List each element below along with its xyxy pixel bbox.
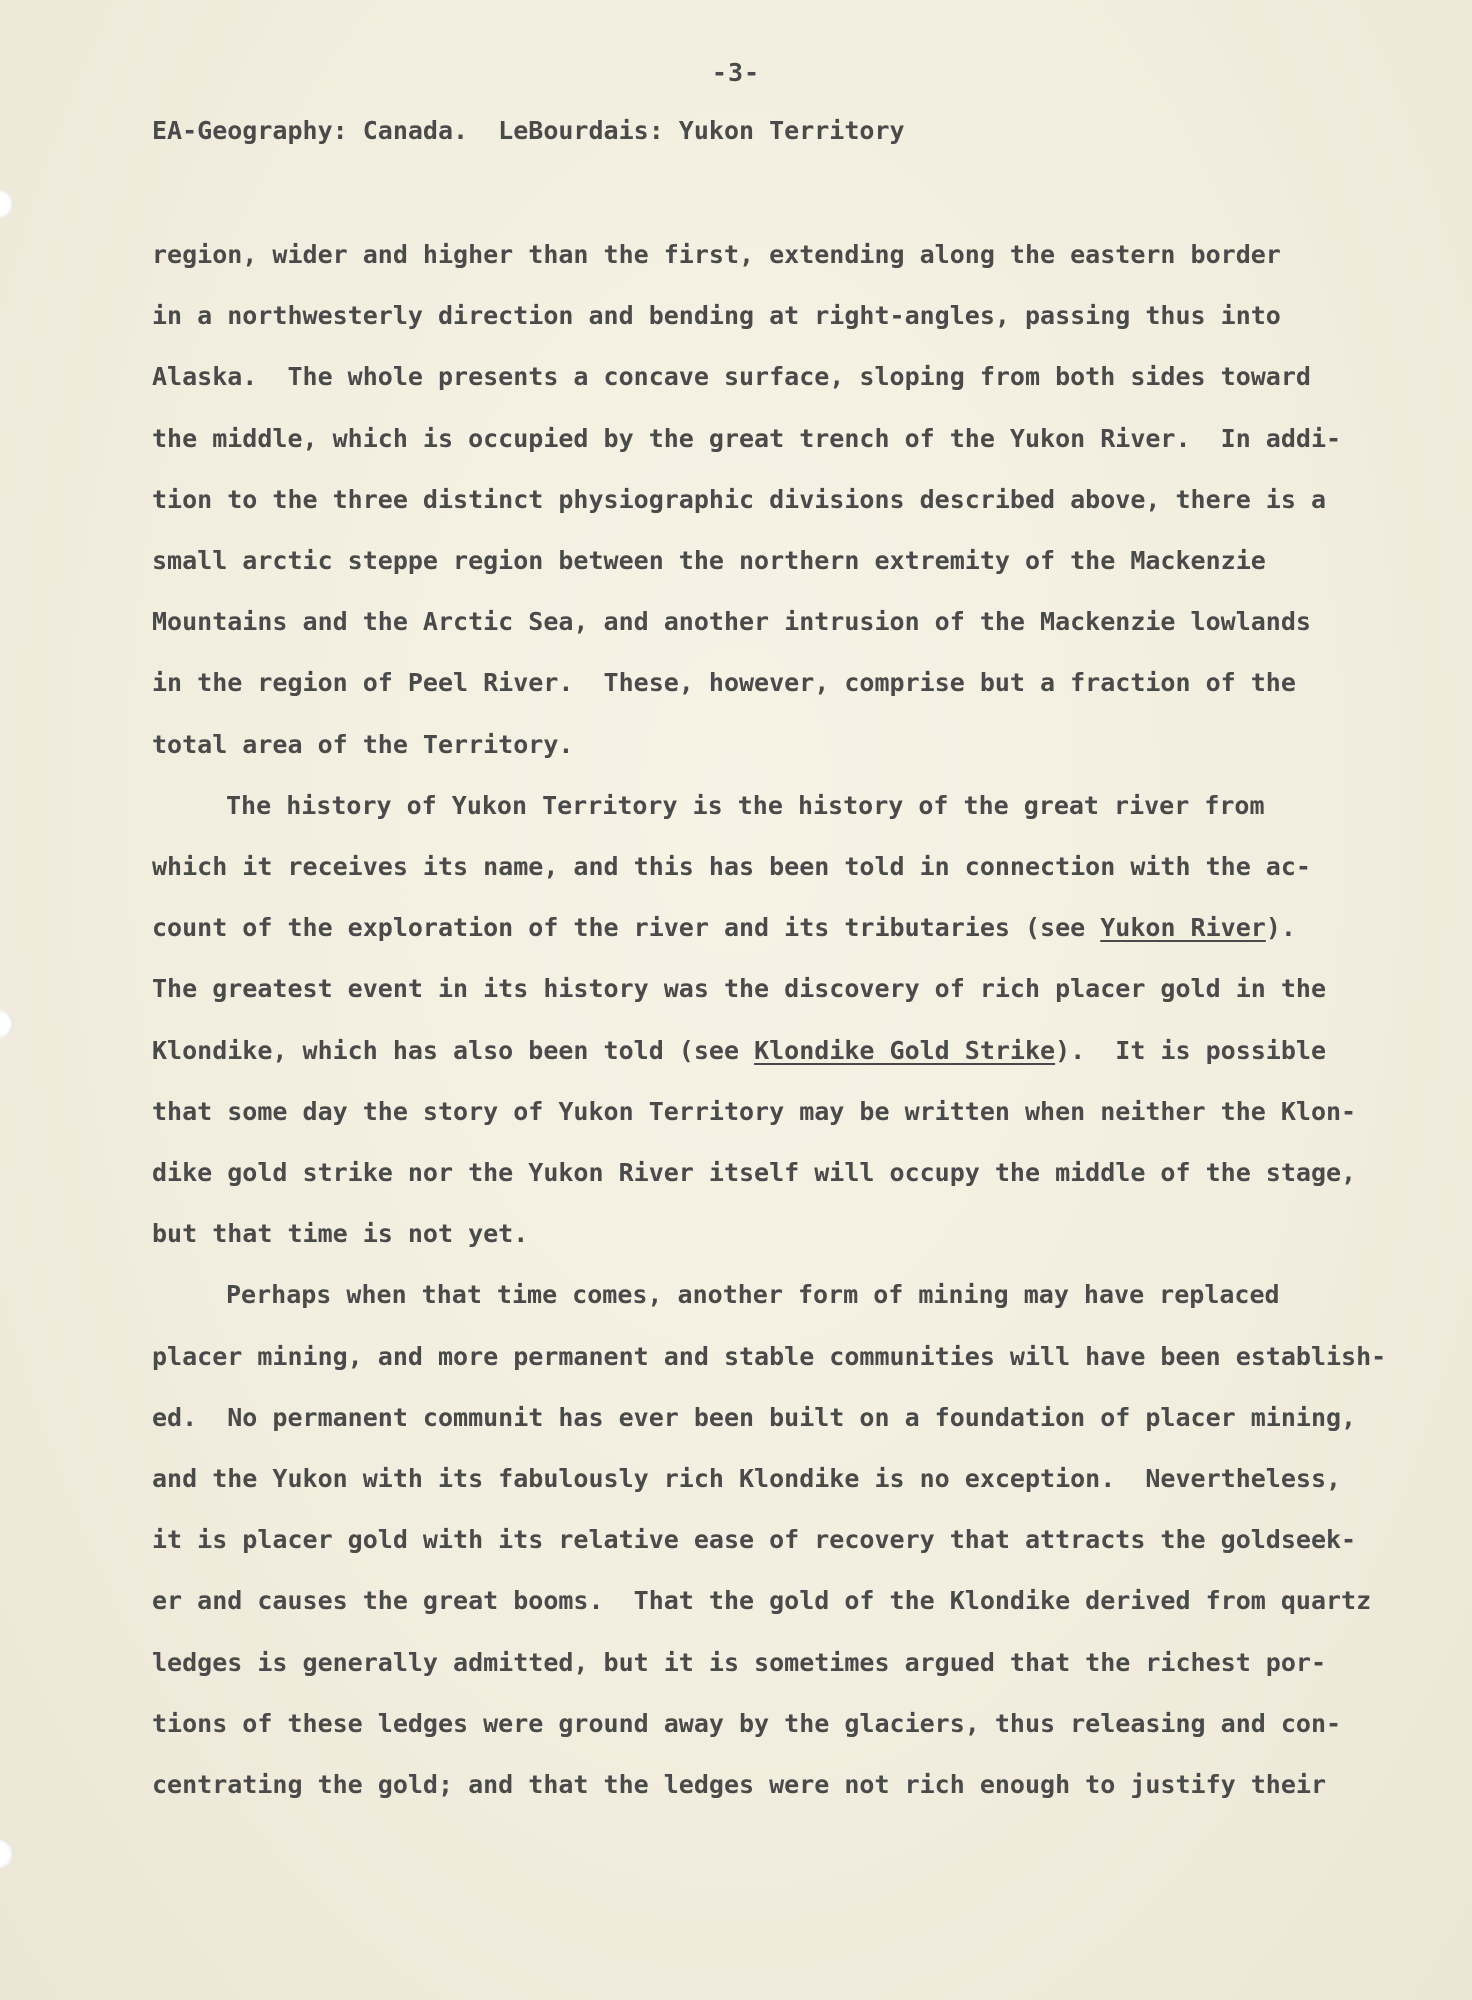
text-line [152, 546, 1266, 576]
text-line [152, 668, 1296, 698]
cross-reference: Yukon River [1100, 913, 1266, 942]
punch-hole [0, 1010, 14, 1038]
text-span: Klondike, which has also been told (see [152, 1036, 755, 1065]
text-line [152, 240, 1281, 270]
text-span: Alaska. The whole presents a concave surface, sloping from both sides toward [152, 362, 1311, 391]
text-span: region, wider and higher than the first, extending along the eastern border [152, 240, 1281, 269]
text-span: the middle, which is occupied by the great trench of the Yukon River. In addi- [152, 424, 1342, 453]
text-line [152, 1342, 1386, 1372]
text-span: count of the exploration of the river and its tributaries (see [152, 913, 1101, 942]
punch-hole [0, 190, 14, 218]
text-line [152, 607, 1311, 637]
text-span: small arctic steppe region between the northern extremity of the Mackenzie [152, 546, 1266, 575]
page-number: -3- [711, 58, 761, 87]
text-line [152, 1464, 1341, 1494]
text-span: it is placer gold with its relative ease of recovery that attracts the goldseek- [152, 1525, 1357, 1554]
text-line [152, 1709, 1341, 1739]
text-span: total area of the Territory. [152, 730, 574, 759]
text-span: in the region of Peel River. These, however, comprise but a fraction of the [152, 668, 1296, 697]
text-span: ed. No permanent communit has ever been built on a foundation of placer mining, [152, 1403, 1357, 1432]
text-span: Mountains and the Arctic Sea, and another intrusion of the Mackenzie lowlands [152, 607, 1311, 636]
text-span: placer mining, and more permanent and stable communities will have been establish- [152, 1342, 1387, 1371]
text-line [152, 1219, 528, 1249]
text-line [152, 730, 573, 760]
text-line [152, 1586, 1371, 1616]
text-span: that some day the story of Yukon Territory may be written when neither the Klon- [152, 1097, 1357, 1126]
text-span: Perhaps when that time comes, another form of mining may have replaced [226, 1280, 1280, 1309]
text-line [152, 913, 1296, 943]
text-line [152, 301, 1281, 331]
text-line [152, 1525, 1356, 1555]
document-heading: EA-Geography: Canada. LeBourdais: Yukon Territory [152, 116, 905, 145]
text-span: The history of Yukon Territory is the history of the great river from [226, 791, 1265, 820]
text-line [152, 1403, 1356, 1433]
punch-hole [0, 1840, 14, 1868]
text-span: er and causes the great booms. That the gold of the Klondike derived from quartz [152, 1586, 1372, 1615]
text-span: but that time is not yet. [152, 1219, 529, 1248]
text-span: in a northwesterly direction and bending at right-angles, passing thus into [152, 301, 1281, 330]
text-line [152, 974, 1326, 1004]
text-span: dike gold strike nor the Yukon River itself will occupy the middle of the stage, [152, 1158, 1357, 1187]
text-line [152, 424, 1341, 454]
text-line [152, 1097, 1356, 1127]
text-line [152, 1158, 1356, 1188]
text-line [152, 362, 1311, 392]
text-span: centrating the gold; and that the ledges were not rich enough to justify their [152, 1770, 1326, 1799]
text-line [152, 852, 1311, 882]
text-line [152, 1036, 1326, 1066]
text-line [152, 1648, 1326, 1678]
text-span: ). It is possible [1055, 1036, 1327, 1065]
cross-reference: Klondike Gold Strike [754, 1036, 1056, 1065]
text-span: ). [1265, 913, 1296, 942]
text-span: which it receives its name, and this has been told in connection with the ac- [152, 852, 1311, 881]
text-span: tions of these ledges were ground away by the glaciers, thus releasing and con- [152, 1709, 1342, 1738]
text-span: tion to the three distinct physiographic divisions described above, there is a [152, 485, 1326, 514]
text-line [226, 791, 1265, 821]
text-span: The greatest event in its history was the discovery of rich placer gold in the [152, 974, 1326, 1003]
text-line [152, 1770, 1326, 1800]
text-span: ledges is generally admitted, but it is sometimes argued that the richest por- [152, 1648, 1326, 1677]
text-span: and the Yukon with its fabulously rich Klondike is no exception. Nevertheless, [152, 1464, 1342, 1493]
text-line [226, 1280, 1280, 1310]
text-line [152, 485, 1326, 515]
